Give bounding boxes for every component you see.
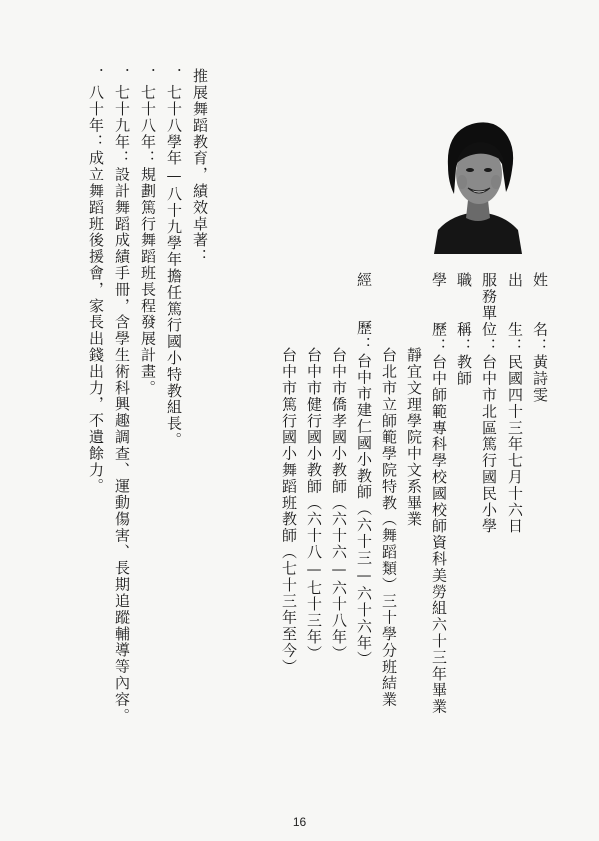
experience-item: 台中市建仁國小教師（六十三—六十六年） [355, 352, 373, 668]
education-label: 學 歷： [430, 272, 448, 354]
education-row [431, 272, 446, 715]
birth-label: 出 生： [506, 272, 524, 354]
education-item: 台北市立師範學院特教（舞蹈類）三十學分班結業 [380, 347, 398, 708]
achievement-item: ．七十八學年—八十九學年擔任篤行國小特教組長。 [165, 68, 183, 449]
name-label: 姓 名： [531, 272, 549, 354]
unit-label: 服務單位： [480, 272, 498, 354]
experience-item: 台中市健行國小教師（六十八—七十三年） [305, 347, 323, 662]
portrait-photo [432, 104, 524, 254]
experience-item: 台中市篤行國小舞蹈班教師（七十三年至今） [280, 347, 298, 675]
education-item: 靜宜文理學院中文系畢業 [405, 347, 423, 528]
experience-row [356, 320, 371, 667]
achievement-item: ．七十八年：規劃篤行舞蹈班長程發展計畫。 [139, 68, 157, 396]
birth-row [507, 272, 522, 534]
experience-item: 台中市僑孝國小教師（六十六—六十八年） [330, 347, 348, 662]
education-item: 台中師範專科學校國校師資科美勞組六十三年畢業 [430, 354, 448, 715]
achievements-heading: 推展舞蹈教育，績效卓著： [191, 68, 209, 265]
unit-value: 台中市北區篤行國民小學 [480, 354, 498, 535]
name-row [532, 272, 547, 403]
title-row [456, 272, 471, 387]
name-value: 黃詩雯 [531, 354, 549, 404]
title-label: 職 稱： [455, 272, 473, 354]
unit-row [481, 272, 496, 534]
experience-label-top: 經 [355, 272, 373, 289]
page-number: 16 [292, 815, 307, 829]
title-value: 教師 [455, 354, 473, 387]
achievement-item: ．七十九年：設計舞蹈成績手冊，含學生術科興趣調查、運動傷害、長期追蹤輔導等內容。 [113, 68, 131, 724]
birth-value: 民國四十三年七月十六日 [506, 354, 524, 535]
experience-label-bottom: 歷： [355, 320, 373, 353]
achievement-item: ．八十年：成立舞蹈班後援會，家長出錢出力，不遺餘力。 [87, 68, 105, 495]
